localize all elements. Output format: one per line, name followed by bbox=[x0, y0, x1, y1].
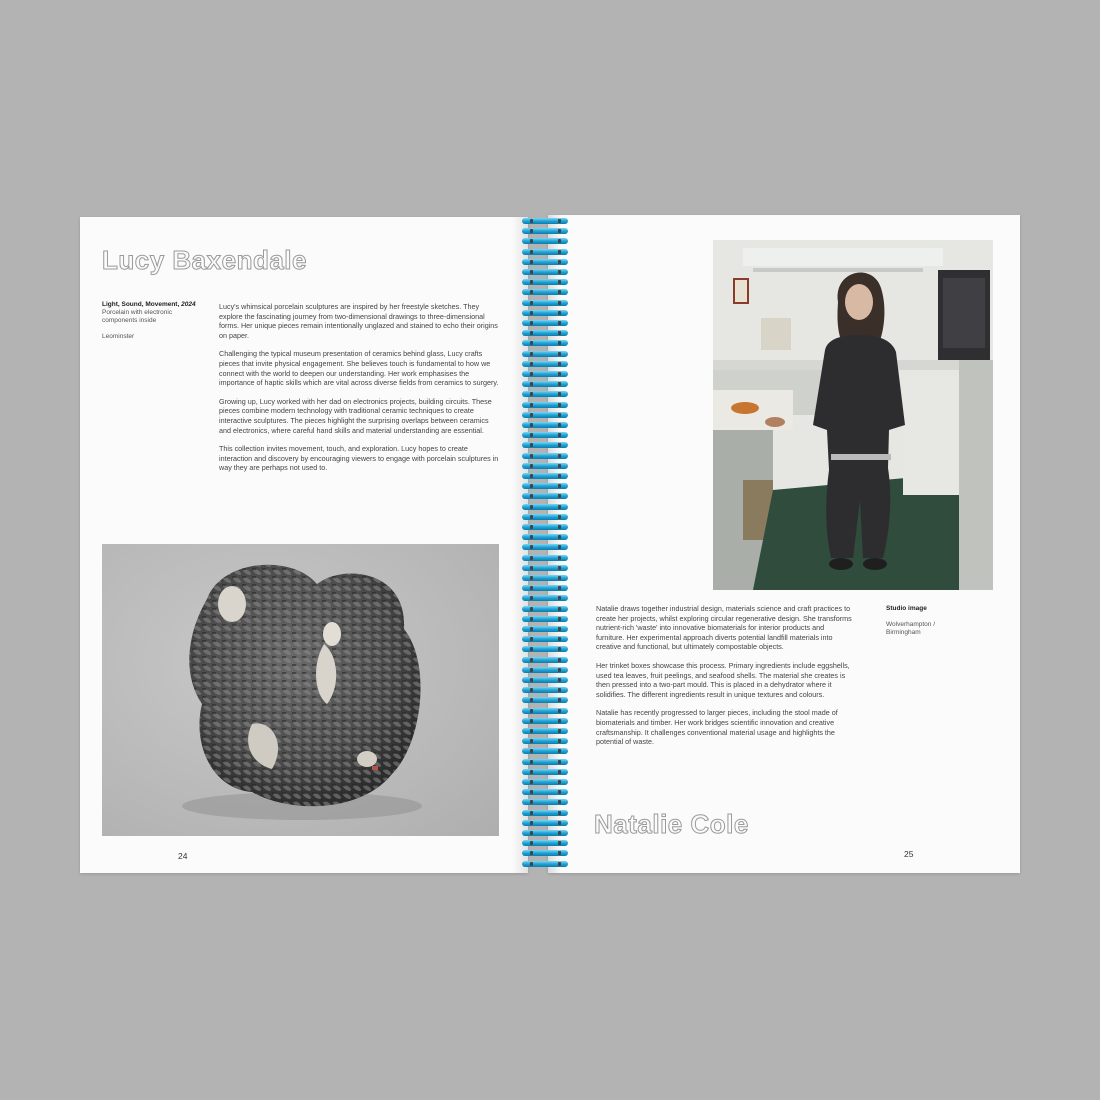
binding-hole bbox=[558, 739, 561, 743]
spiral-coil bbox=[522, 626, 568, 632]
binding-hole bbox=[530, 525, 533, 529]
binding-hole bbox=[558, 841, 561, 845]
binding-hole bbox=[558, 780, 561, 784]
binding-hole bbox=[530, 392, 533, 396]
binding-hole bbox=[558, 392, 561, 396]
right-page bbox=[548, 215, 1020, 873]
binding-hole bbox=[530, 658, 533, 662]
binding-hole bbox=[530, 841, 533, 845]
binding-hole bbox=[558, 637, 561, 641]
spiral-coil bbox=[522, 677, 568, 683]
studio-photo bbox=[713, 240, 993, 590]
spiral-coil bbox=[522, 238, 568, 244]
binding-hole bbox=[530, 729, 533, 733]
binding-hole bbox=[558, 290, 561, 294]
artist-name-title: Natalie Cole bbox=[594, 809, 749, 839]
artwork-caption bbox=[102, 301, 202, 341]
binding-hole bbox=[530, 484, 533, 488]
binding-hole bbox=[530, 637, 533, 641]
bio-paragraph: Her trinket boxes showcase this process. Primary ingredients include eggshells, used tea leaves, fruit peelings, and seafood shells. The material she creates is then pressed into a two-part mould. This is placed in a dehydrator where it solidifies. The different ingredients result in unique textures and colours. bbox=[596, 660, 850, 699]
spiral-coil bbox=[522, 228, 568, 234]
spiral-coil bbox=[522, 575, 568, 581]
spiral-coil bbox=[522, 861, 568, 867]
spiral-coil bbox=[522, 300, 568, 306]
spiral-coil bbox=[522, 371, 568, 377]
spiral-coil bbox=[522, 667, 568, 673]
work-medium-line1: Porcelain with electronic bbox=[102, 309, 173, 316]
binding-hole bbox=[558, 464, 561, 468]
spiral-coil bbox=[522, 759, 568, 765]
binding-hole bbox=[558, 280, 561, 284]
binding-hole bbox=[530, 719, 533, 723]
binding-hole bbox=[530, 494, 533, 498]
spiral-coil bbox=[522, 748, 568, 754]
binding-hole bbox=[558, 494, 561, 498]
spiral-coil bbox=[522, 361, 568, 367]
spiral-coil bbox=[522, 391, 568, 397]
binding-hole bbox=[558, 688, 561, 692]
spiral-coil bbox=[522, 483, 568, 489]
binding-hole bbox=[530, 413, 533, 417]
binding-hole bbox=[558, 250, 561, 254]
binding-hole bbox=[530, 321, 533, 325]
spiral-coil bbox=[522, 810, 568, 816]
spiral-coil bbox=[522, 718, 568, 724]
binding-hole bbox=[530, 311, 533, 315]
spiral-coil bbox=[522, 442, 568, 448]
binding-hole bbox=[558, 270, 561, 274]
binding-hole bbox=[530, 454, 533, 458]
binding-hole bbox=[530, 464, 533, 468]
spiral-coil bbox=[522, 524, 568, 530]
binding-hole bbox=[530, 505, 533, 509]
binding-hole bbox=[530, 515, 533, 519]
binding-hole bbox=[530, 331, 533, 335]
spiral-coil bbox=[522, 269, 568, 275]
binding-hole bbox=[530, 647, 533, 651]
binding-hole bbox=[558, 403, 561, 407]
binding-hole bbox=[530, 280, 533, 284]
work-location: Leominster bbox=[102, 333, 135, 340]
binding-hole bbox=[558, 800, 561, 804]
binding-hole bbox=[530, 372, 533, 376]
binding-hole bbox=[558, 831, 561, 835]
binding-hole bbox=[558, 851, 561, 855]
spiral-coil bbox=[522, 646, 568, 652]
binding-hole bbox=[530, 239, 533, 243]
studio-portrait-icon bbox=[713, 240, 993, 590]
spiral-coil bbox=[522, 218, 568, 224]
binding-hole bbox=[530, 821, 533, 825]
binding-hole bbox=[558, 566, 561, 570]
binding-hole bbox=[530, 341, 533, 345]
artist-bio bbox=[219, 302, 501, 482]
caption-label: Studio image bbox=[886, 605, 927, 612]
binding-hole bbox=[558, 372, 561, 376]
binding-hole bbox=[558, 770, 561, 774]
binding-hole bbox=[558, 698, 561, 702]
binding-hole bbox=[558, 341, 561, 345]
binding-hole bbox=[530, 535, 533, 539]
binding-hole bbox=[558, 535, 561, 539]
binding-hole bbox=[530, 617, 533, 621]
spiral-coil bbox=[522, 657, 568, 663]
binding-hole bbox=[530, 382, 533, 386]
spiral-coil bbox=[522, 289, 568, 295]
spiral-coil bbox=[522, 534, 568, 540]
spiral-coil bbox=[522, 259, 568, 265]
spiral-coil bbox=[522, 504, 568, 510]
spiral-coil bbox=[522, 606, 568, 612]
spiral-coil bbox=[522, 463, 568, 469]
artist-name-title: Lucy Baxendale bbox=[102, 245, 307, 275]
binding-hole bbox=[530, 698, 533, 702]
binding-hole bbox=[558, 352, 561, 356]
spiral-coil bbox=[522, 402, 568, 408]
spiral-coil bbox=[522, 799, 568, 805]
binding-hole bbox=[558, 607, 561, 611]
binding-hole bbox=[530, 566, 533, 570]
spiral-coil bbox=[522, 636, 568, 642]
binding-hole bbox=[530, 229, 533, 233]
binding-hole bbox=[530, 862, 533, 866]
binding-hole bbox=[558, 586, 561, 590]
spiral-coil bbox=[522, 840, 568, 846]
spiral-coil bbox=[522, 320, 568, 326]
binding-hole bbox=[558, 678, 561, 682]
binding-hole bbox=[558, 719, 561, 723]
binding-hole bbox=[530, 739, 533, 743]
binding-hole bbox=[530, 474, 533, 478]
work-title: Light, Sound, Movement, bbox=[102, 301, 180, 308]
binding-hole bbox=[558, 239, 561, 243]
spiral-coil bbox=[522, 381, 568, 387]
spiral-coil bbox=[522, 310, 568, 316]
binding-hole bbox=[558, 749, 561, 753]
binding-hole bbox=[558, 556, 561, 560]
spiral-coil bbox=[522, 514, 568, 520]
binding-hole bbox=[530, 301, 533, 305]
binding-hole bbox=[558, 382, 561, 386]
binding-hole bbox=[530, 596, 533, 600]
binding-hole bbox=[558, 362, 561, 366]
spiral-coil bbox=[522, 616, 568, 622]
binding-hole bbox=[558, 260, 561, 264]
binding-hole bbox=[558, 321, 561, 325]
spiral-coil bbox=[522, 565, 568, 571]
binding-hole bbox=[558, 862, 561, 866]
spiral-coil bbox=[522, 769, 568, 775]
binding-hole bbox=[530, 545, 533, 549]
spiral-coil bbox=[522, 820, 568, 826]
binding-hole bbox=[558, 331, 561, 335]
binding-hole bbox=[558, 311, 561, 315]
binding-hole bbox=[558, 668, 561, 672]
spiral-coil bbox=[522, 422, 568, 428]
binding-hole bbox=[530, 586, 533, 590]
binding-hole bbox=[558, 525, 561, 529]
binding-hole bbox=[530, 760, 533, 764]
binding-hole bbox=[530, 709, 533, 713]
spiral-coil bbox=[522, 453, 568, 459]
binding-hole bbox=[530, 800, 533, 804]
binding-hole bbox=[530, 260, 533, 264]
binding-hole bbox=[530, 219, 533, 223]
binding-hole bbox=[558, 627, 561, 631]
bio-paragraph: Growing up, Lucy worked with her dad on electronics projects, building circuits. These pieces combine modern technology with traditional ceramic techniques to create interactive sculptures. The pieces highlight the surprising overlaps between ceramics and electronics, where careful hand skills and material understanding are essential. bbox=[219, 396, 492, 435]
binding-hole bbox=[530, 678, 533, 682]
binding-hole bbox=[530, 290, 533, 294]
spiral-coil bbox=[522, 555, 568, 561]
caption-location-line1: Wolverhampton / bbox=[886, 621, 936, 628]
binding-hole bbox=[558, 647, 561, 651]
binding-hole bbox=[530, 627, 533, 631]
binding-hole bbox=[558, 576, 561, 580]
spiral-coil bbox=[522, 595, 568, 601]
binding-hole bbox=[558, 596, 561, 600]
binding-hole bbox=[558, 443, 561, 447]
binding-hole bbox=[558, 821, 561, 825]
spiral-coil bbox=[522, 544, 568, 550]
binding-hole bbox=[530, 811, 533, 815]
work-medium-line2: components inside bbox=[102, 317, 157, 324]
caption-location-line2: Birmingham bbox=[886, 629, 921, 636]
studio-caption bbox=[886, 605, 976, 637]
spiral-coil bbox=[522, 708, 568, 714]
spiral-coil bbox=[522, 850, 568, 856]
binding-hole bbox=[558, 454, 561, 458]
spiral-coil bbox=[522, 351, 568, 357]
binding-hole bbox=[530, 607, 533, 611]
binding-hole bbox=[530, 831, 533, 835]
spiral-coil bbox=[522, 279, 568, 285]
binding-hole bbox=[530, 576, 533, 580]
binding-hole bbox=[558, 505, 561, 509]
binding-hole bbox=[530, 250, 533, 254]
binding-hole bbox=[530, 668, 533, 672]
porcelain-sculpture-icon bbox=[102, 544, 499, 836]
bio-paragraph: Challenging the typical museum presentation of ceramics behind glass, Lucy crafts pieces that invite physical engagement. She believes touch is fundamental to how we connect with the world to deepen our understanding. Her work emphasises the importance of haptic skills which are vital across diverse fields from ceramics to surgery. bbox=[219, 349, 499, 388]
binding-hole bbox=[530, 443, 533, 447]
binding-hole bbox=[530, 556, 533, 560]
artist-bio bbox=[596, 604, 852, 756]
binding-hole bbox=[558, 484, 561, 488]
spiral-coil bbox=[522, 340, 568, 346]
binding-hole bbox=[530, 270, 533, 274]
binding-hole bbox=[558, 433, 561, 437]
spiral-coil bbox=[522, 493, 568, 499]
binding-hole bbox=[558, 617, 561, 621]
binding-hole bbox=[530, 688, 533, 692]
spiral-coil bbox=[522, 789, 568, 795]
binding-hole bbox=[530, 851, 533, 855]
binding-hole bbox=[558, 423, 561, 427]
spiral-coil bbox=[522, 330, 568, 336]
binding-hole bbox=[530, 433, 533, 437]
binding-hole bbox=[530, 780, 533, 784]
binding-hole bbox=[530, 352, 533, 356]
binding-hole bbox=[558, 413, 561, 417]
binding-hole bbox=[530, 770, 533, 774]
spiral-coil bbox=[522, 412, 568, 418]
binding-hole bbox=[530, 423, 533, 427]
spiral-coil bbox=[522, 697, 568, 703]
left-page bbox=[80, 217, 528, 873]
page-number: 24 bbox=[178, 851, 188, 861]
work-year: 2024 bbox=[181, 301, 196, 308]
bio-paragraph: Natalie draws together industrial design, materials science and craft practices to create her projects, whilst exploring circular regenerative design. She transforms nutrient-rich 'waste' into innovative biomaterials for interior products and furniture. Her experimental approach diverts potential landfill materials into creative and functional, but ultimately compostable objects. bbox=[596, 604, 852, 652]
binding-hole bbox=[530, 790, 533, 794]
binding-hole bbox=[558, 790, 561, 794]
binding-hole bbox=[558, 811, 561, 815]
binding-hole bbox=[558, 760, 561, 764]
binding-hole bbox=[558, 229, 561, 233]
spiral-coil bbox=[522, 687, 568, 693]
binding-hole bbox=[558, 219, 561, 223]
spiral-coil bbox=[522, 432, 568, 438]
binding-hole bbox=[558, 658, 561, 662]
binding-hole bbox=[530, 749, 533, 753]
spiral-coil bbox=[522, 728, 568, 734]
page-number: 25 bbox=[904, 849, 914, 859]
binding-hole bbox=[558, 545, 561, 549]
bio-paragraph: Natalie has recently progressed to larger pieces, including the stool made of biomaterials and timber. Her work bridges scientific innovation and creative craftsmanship. It challenges conventional material usage and highlights the potential of waste. bbox=[596, 708, 838, 747]
sculpture-photo bbox=[102, 544, 499, 836]
spiral-coil bbox=[522, 249, 568, 255]
spiral-coil bbox=[522, 779, 568, 785]
binding-hole bbox=[558, 709, 561, 713]
spiral-coil bbox=[522, 738, 568, 744]
binding-hole bbox=[558, 301, 561, 305]
binding-hole bbox=[558, 515, 561, 519]
binding-hole bbox=[530, 362, 533, 366]
spiral-binding bbox=[522, 216, 568, 872]
spiral-coil bbox=[522, 830, 568, 836]
bio-paragraph: This collection invites movement, touch, and exploration. Lucy hopes to create interaction and discovery by encouraging viewers to engage with porcelain sculptures in way they are perhaps not used to. bbox=[219, 444, 499, 473]
binding-hole bbox=[530, 403, 533, 407]
spiral-coil bbox=[522, 585, 568, 591]
binding-hole bbox=[558, 474, 561, 478]
binding-hole bbox=[558, 729, 561, 733]
spiral-coil bbox=[522, 473, 568, 479]
bio-paragraph: Lucy's whimsical porcelain sculptures are inspired by her freestyle sketches. They explore the fascinating journey from two-dimensional drawings to three-dimensional forms. Her unique pieces remain intentionally unglazed and stained to echo their origins on paper. bbox=[219, 302, 498, 340]
